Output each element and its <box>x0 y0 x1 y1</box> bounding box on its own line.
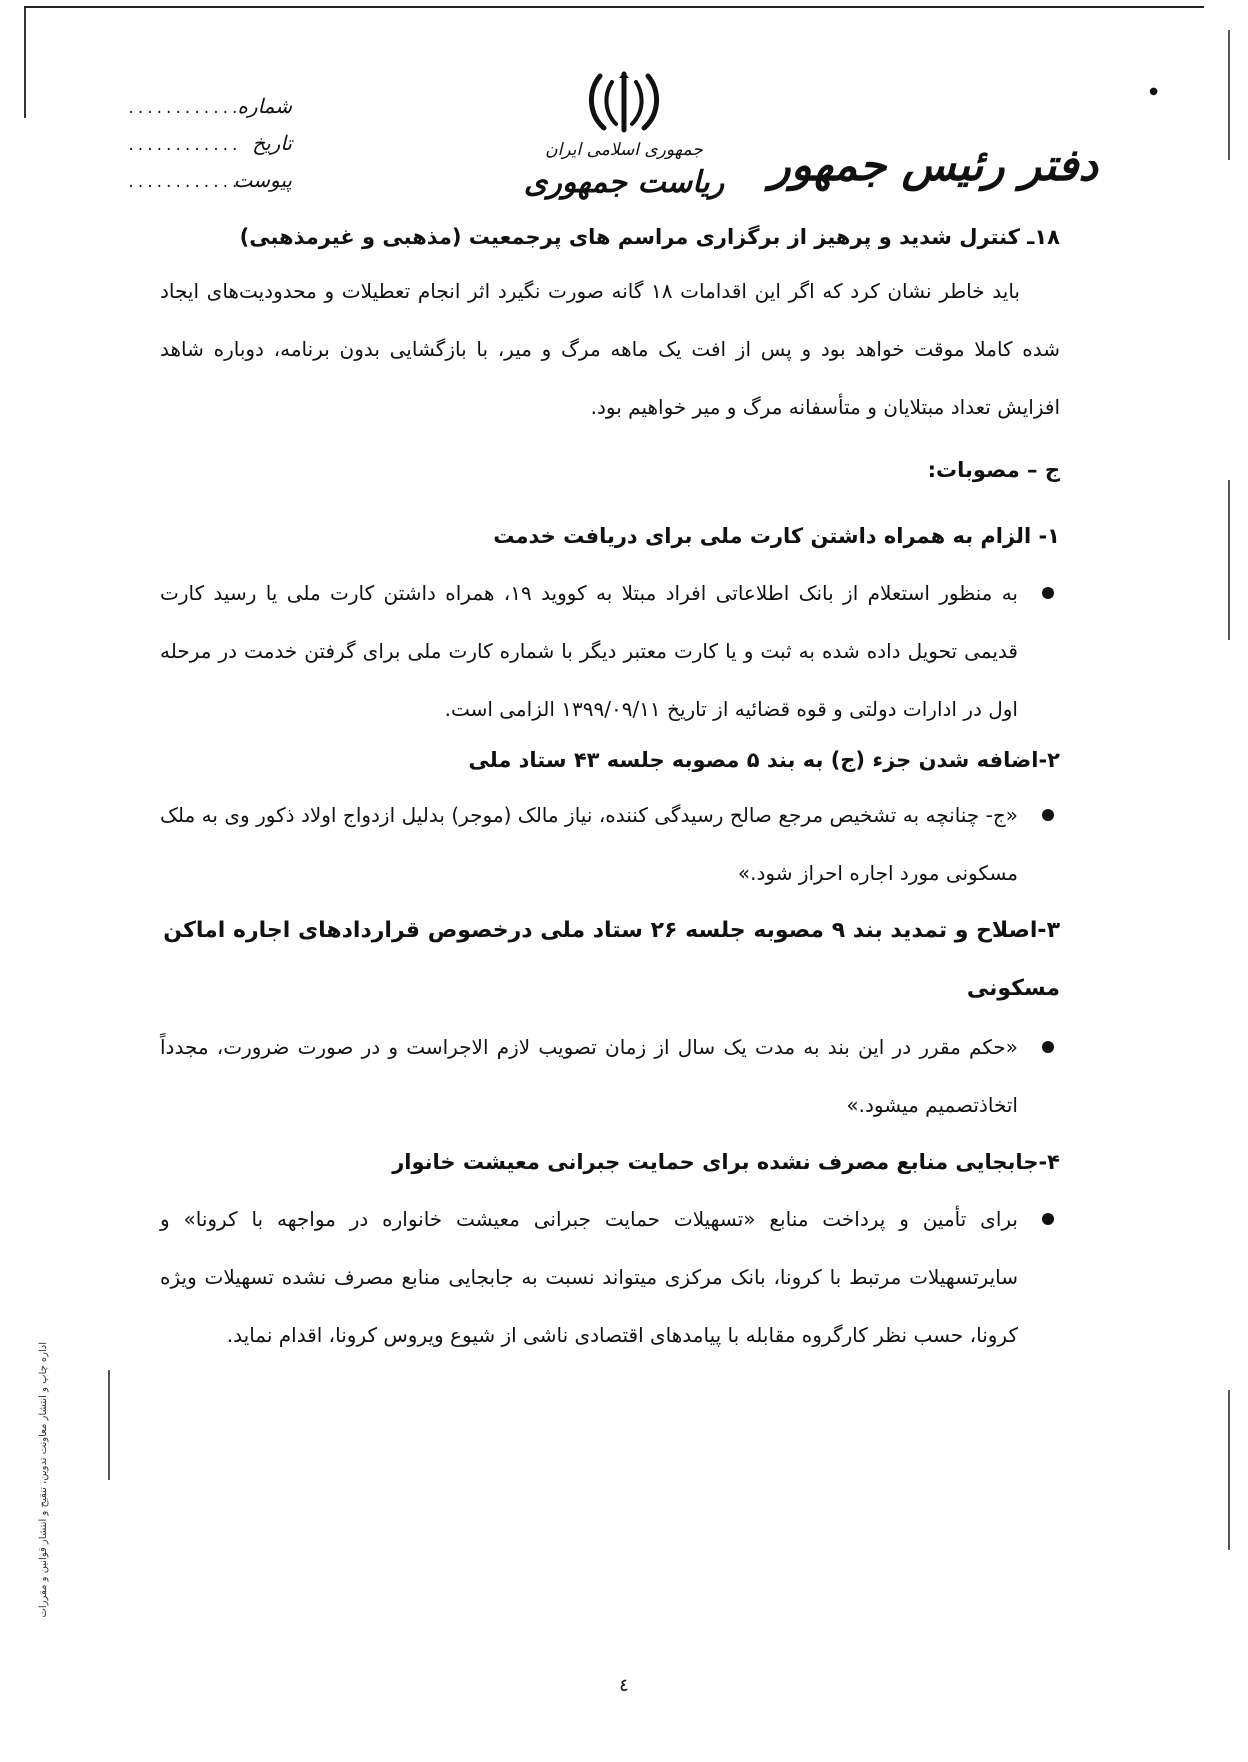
attachment-field: ............ <box>126 175 240 191</box>
section-4-bullet <box>160 1190 1060 1364</box>
bullet-icon <box>1042 1041 1054 1053</box>
section-2-bullet <box>160 786 1060 902</box>
number-field: ............ <box>126 101 240 117</box>
presidency-name: ریاست جمهوری <box>523 165 725 200</box>
iran-emblem-icon <box>586 70 662 134</box>
section-1-bullet <box>160 564 1060 738</box>
country-name: جمهوری اسلامی ایران <box>545 140 703 160</box>
warning-paragraph: باید خاطر نشان کرد که اگر این اقدامات ۱۸ گانه صورت نگیرد اثر انجام تعطیلات و محدودیت‌های ایجاد شده کاملا موقت خواهد بود و پس از افت یک ماهه مرگ و میر، با بازگشایی بدون برنامه، دوباره شاهد افزایش تعداد مبتلایان و متأسفانه مرگ و میر خواهیم بود. <box>160 279 1060 419</box>
date-label: تاریخ <box>252 131 292 155</box>
number-label: شماره <box>237 94 292 118</box>
letterhead <box>0 60 1248 230</box>
meta-date <box>92 131 292 168</box>
side-note: اداره چاپ و انتشار معاونت تدوین، تنقیح و انتشار قوانین و مقررات <box>38 1342 49 1618</box>
scan-edge-mark <box>108 1370 110 1480</box>
section-1-text: به منظور استعلام از بانک اطلاعاتی افراد مبتلا به کووید ۱۹، همراه داشتن کارت ملی یا رسید کارت قدیمی تحویل داده شده به ثبت و یا کارت معتبر دیگر با شماره کارت ملی برای گرفتن خدمت در مرحله اول در ادارات دولتی و قوه قضائیه از تاریخ ۱۳۹۹/۰۹/۱۱ الزامی است. <box>160 581 1018 721</box>
item-18-heading: ۱۸ـ کنترل شدید و پرهیز از برگزاری مراسم های پرجمعیت (مذهبی و غیرمذهبی) <box>239 225 1060 249</box>
bullet-icon <box>1042 587 1054 599</box>
section-1-heading: ۱- الزام به همراه داشتن کارت ملی برای دریافت خدمت <box>493 524 1060 548</box>
page-number: ٤ <box>619 1675 629 1696</box>
letter-meta <box>92 94 292 205</box>
office-title: دفتر رئیس جمهور <box>769 140 1098 191</box>
scan-edge-mark <box>1228 480 1230 640</box>
dot-mark: ● <box>1149 86 1158 97</box>
scan-border-top <box>24 6 1204 8</box>
attachment-label: پیوست <box>233 168 292 192</box>
section-3-text: «حکم مقرر در این بند به مدت یک سال از زمان تصویب لازم الاجراست و در صورت ضرورت، مجدداً اتخاذتصمیم میشود.» <box>160 1035 1018 1117</box>
section-2-text: «ج- چنانچه به تشخیص مرجع صالح رسیدگی کننده، نیاز مالک (موجر) بدلیل ازدواج اولاد ذکور وی به ملک مسکونی مورد اجاره احراز شود.» <box>160 803 1018 885</box>
scan-edge-mark <box>1228 1390 1230 1550</box>
section-3-bullet <box>160 1018 1060 1134</box>
bullet-icon <box>1042 1213 1054 1225</box>
meta-attachment <box>92 168 292 205</box>
section-2-heading: ۲-اضافه شدن جزء (ج) به بند ۵ مصوبه جلسه ۴۳ ستاد ملی <box>468 748 1060 772</box>
document-body <box>160 222 1060 1364</box>
section-3-heading: ۳-اصلاح و تمدید بند ۹ مصوبه جلسه ۲۶ ستاد ملی درخصوص قراردادهای اجاره اماکن مسکونی <box>163 918 1060 1001</box>
date-field: ............ <box>126 138 240 154</box>
section-4-text: برای تأمین و پرداخت منابع «تسهیلات حمایت جبرانی معیشت خانواره در مواجهه با کرونا» و سایرتسهیلات مرتبط با کرونا، بانک مرکزی میتواند نسبت به جابجایی منابع مصرف نشده تسهیلات ویژه کرونا، حسب نظر کارگروه مقابله با پیامدهای اقتصادی ناشی از شیوع ویروس کرونا، اقدام نماید. <box>160 1207 1018 1347</box>
meta-number <box>92 94 292 131</box>
bullet-icon <box>1042 809 1054 821</box>
section-4-heading: ۴-جابجایی منابع مصرف نشده برای حمایت جبرانی معیشت خانوار <box>392 1150 1060 1174</box>
approvals-heading: ج – مصوبات: <box>927 458 1060 482</box>
